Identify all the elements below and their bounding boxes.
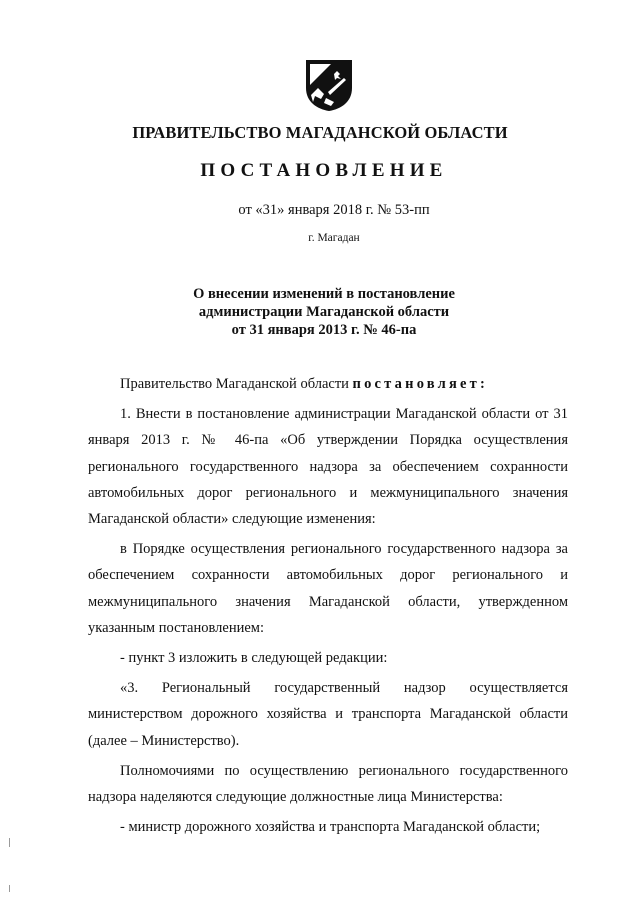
document-type: ПОСТАНОВЛЕНИЕ	[200, 160, 448, 181]
subject-line: от 31 января 2013 г. № 46-па	[231, 322, 417, 338]
subject-line: администрации Магаданской области	[198, 304, 450, 320]
paragraph-minister: - министр дорожного хозяйства и транспорта Магаданской области;	[120, 819, 541, 836]
document-date-number: от «31» января 2018 г. № 53-пп	[238, 202, 430, 218]
scan-edge-mark	[9, 885, 10, 892]
government-title: ПРАВИТЕЛЬСТВО МАГАДАНСКОЙ ОБЛАСТИ	[132, 123, 508, 142]
paragraph-quote: «3. Региональный государственный надзор осуществляется министерством дорожного хозяйства и транспорта Магаданской области (далее – Министерство).	[88, 680, 568, 749]
document-subject	[0, 285, 640, 339]
coat-of-arms-icon	[304, 58, 354, 112]
paragraph-procedure: в Порядке осуществления регионального государственного надзора за обеспечением сохранности автомобильных дорог регионального и межмуниципального значения Магаданской области, утвержденном указанным постановлением:	[88, 541, 568, 636]
paragraph-point-3: - пункт 3 изложить в следующей редакции:	[120, 650, 388, 667]
document-body	[88, 371, 568, 840]
scan-edge-mark	[9, 838, 10, 847]
paragraph-powers: Полномочиями по осуществлению регионального государственного надзора наделяются следующие должностные лица Министерства:	[88, 762, 568, 806]
subject-line: О внесении изменений в постановление	[193, 286, 455, 302]
paragraph-item-1: 1. Внести в постановление администрации Магаданской области от 31 января 2013 г. № 46-па «Об утверждении Порядка осуществления регионального государственного надзора за обеспечением сохранности автомобильных дорог регионального и межмуниципального значения Магаданской области» следующие изменения:	[88, 406, 568, 528]
document-city: г. Магадан	[308, 232, 360, 244]
preamble-decree-word: постановляет:	[352, 376, 488, 392]
preamble-text: Правительство Магаданской области	[120, 376, 353, 392]
paragraph-preamble	[88, 371, 568, 397]
